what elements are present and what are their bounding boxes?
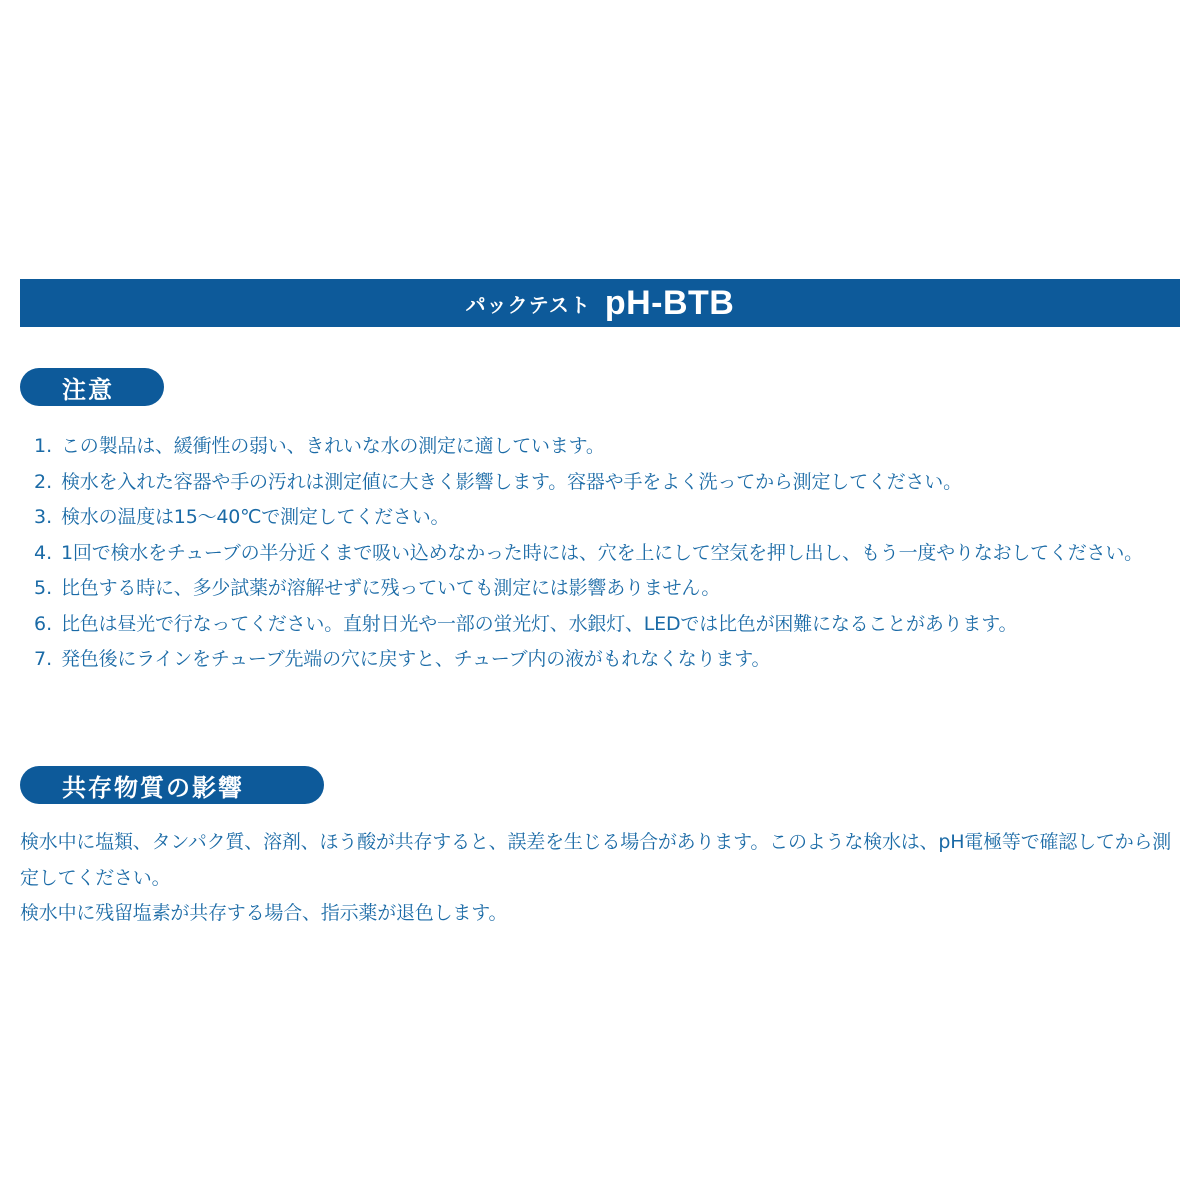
caution-list xyxy=(34,429,1184,678)
list-item-text: 比色する時に、多少試薬が溶解せずに残っていても測定には影響ありません。 xyxy=(61,577,721,599)
list-item-text: 発色後にラインをチューブ先端の穴に戻すと、チューブ内の液がもれなくなります。 xyxy=(61,648,771,670)
paragraph: 検水中に塩類、タンパク質、溶剤、ほう酸が共存すると、誤差を生じる場合があります。このような検水は、pH電極等で確認してから測定してください。 xyxy=(20,831,1172,889)
list-item-text: 比色は昼光で行なってください。直射日光や一部の蛍光灯、水銀灯、LEDでは比色が困難になることがあります。 xyxy=(61,612,1018,635)
list-item xyxy=(34,536,1184,572)
list-item xyxy=(34,607,1184,643)
title-prefix: パックテスト xyxy=(465,292,591,317)
list-item-text: 検水を入れた容器や手の汚れは測定値に大きく影響します。容器や手をよく洗ってから測定してください。 xyxy=(61,470,962,493)
list-item-number: 5. xyxy=(34,577,53,599)
title-bar xyxy=(20,279,1180,327)
paragraph: 検水中に残留塩素が共存する場合、指示薬が退色します。 xyxy=(20,902,508,924)
page-title: pH-BTB xyxy=(604,283,735,322)
list-item-number: 6. xyxy=(34,612,53,635)
list-item-text: 1回で検水をチューブの半分近くまで吸い込めなかった時には、穴を上にして空気を押し出し、もう一度やりなおしてください。 xyxy=(61,541,1143,564)
list-item-text: この製品は、緩衝性の弱い、きれいな水の測定に適しています。 xyxy=(61,435,605,457)
coexisting-substances-body xyxy=(20,825,1185,932)
list-item xyxy=(34,500,1184,536)
section-heading-coexisting-substances: 共存物質の影響 xyxy=(20,766,324,804)
list-item-number: 2. xyxy=(34,470,53,493)
list-item-number: 1. xyxy=(34,435,53,457)
list-item xyxy=(34,429,1184,465)
list-item-number: 7. xyxy=(34,648,53,670)
list-item xyxy=(34,642,1184,678)
list-item-number: 3. xyxy=(34,506,53,528)
list-item-text: 検水の温度は15〜40℃で測定してください。 xyxy=(61,506,450,528)
list-item-number: 4. xyxy=(34,541,53,564)
section-heading-caution: 注意 xyxy=(20,368,164,406)
list-item xyxy=(34,465,1184,501)
list-item xyxy=(34,571,1184,607)
